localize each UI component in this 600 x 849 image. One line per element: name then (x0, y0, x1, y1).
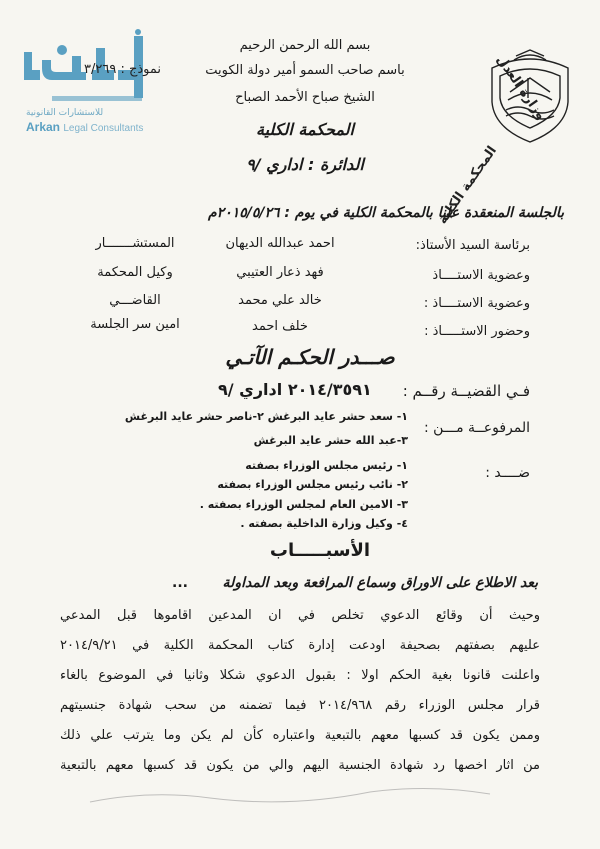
body-line: وممن يكون قد كسبها معهم بالتبعية واعتباره كأن لم يكن وما يترتب علي ذلك (60, 728, 540, 743)
plaintiff-line: ١- سعد حشر عايد البرغش ٢-ناصر حشر عايد البرغش (124, 410, 408, 423)
panel-role-4: امين سر الجلسة (90, 317, 180, 332)
panel-role-3: القاضـــي (109, 293, 161, 308)
reasons-title: الأسبـــــاب (269, 540, 371, 561)
arkan-logo (18, 28, 158, 148)
panel-role-1: المستشـــــــار (95, 236, 175, 251)
panel-label-2: وعضوية الاستــــاذ (432, 268, 530, 283)
case-number: ٢٠١٤/٣٥٩١ اداري /٩ (218, 380, 372, 399)
handwritten-mark-icon (50, 780, 550, 820)
basmala: بسم الله الرحمن الرحيم (239, 38, 371, 53)
ministry-of-justice-emblem-icon (435, 38, 590, 228)
defendants-label: ضــــد : (485, 465, 530, 481)
emblem-court-text: المحكمة الكلية (435, 143, 500, 228)
plaintiffs-label: المرفوعــة مـــن : (423, 420, 530, 436)
panel-name-2: فهد ذعار العتيبي (236, 265, 324, 280)
body-line: واعلنت قانونا بغية الحكم اولا : بقبول الدعوي شكلا وثانيا في الموضوع بالغاء (60, 668, 540, 683)
court-title: المحكمة الكلية (256, 120, 354, 139)
panel-label-3: وعضوية الاستــــاذ : (423, 296, 530, 311)
case-label: فـي القضيــة رقــم : (402, 382, 530, 400)
logo-suffix: Legal Consultants (63, 123, 144, 134)
body-line: وحيث أن وقائع الدعوي تخلص في ان المدعين اقاموها قبل المدعي (60, 608, 540, 623)
verdict-title: صـــدر الحكـم الآتـي (225, 345, 395, 369)
body-line: قرار مجلس الوزراء رقم ٢٠١٤/٩٦٨ فيما تضمنه من سحب شهادة جنسيتهم (60, 698, 540, 713)
panel-label-4: وحضور الاستـــــاذ : (424, 324, 530, 339)
panel-name-1: احمد عبدالله الديهان (225, 236, 335, 251)
panel-name-4: خلف احمد (252, 319, 308, 334)
header-line-3: الشيخ صباح الأحمد الصباح (235, 90, 375, 105)
circuit-title: الدائرة : اداري /٩ (246, 155, 364, 174)
emblem-ministry-text: وزارة العدل (492, 52, 549, 123)
defendant-line: ٣- الامين العام لمجلس الوزراء بصفته . (199, 498, 408, 511)
intro-line: بعد الاطلاع على الاوراق وسماع المرافعة وبعد المداولة (222, 575, 538, 591)
defendant-line: ١- رئيس مجلس الوزراء بصفته (245, 459, 408, 472)
header-line-2: باسم صاحب السمو أمير دولة الكويت (205, 63, 405, 78)
form-number: نموذج : ٣/٢٦٩ (84, 62, 161, 77)
body-line: عليهم بصفتهم بصحيفة اودعت إدارة كتاب المحكمة الكلية في ٢٠١٤/٩/٢١ (60, 638, 540, 653)
body-line: من اثار اخصها رد شهادة الجنسية اليهم والي من يكون قد كسبها معهم بالتبعية (60, 758, 540, 773)
session-line: بالجلسة المنعقدة علنا بالمحكمة الكلية في يوم : ٢٠١٥/٥/٢٦م (208, 205, 565, 221)
panel-label-1: برئاسة السيد الأستاذ: (415, 238, 530, 253)
panel-role-2: وكيل المحكمة (97, 265, 173, 280)
logo-english-name (26, 120, 143, 134)
intro-ellipsis: ... (172, 575, 188, 591)
logo-brand: Arkan (26, 120, 61, 134)
defendant-line: ٢- نائب رئيس مجلس الوزراء بصفته (217, 478, 408, 491)
plaintiff-line: ٣-عبد الله حشر عايد البرغش (253, 434, 408, 447)
logo-tagline: للاستشارات القانونية (26, 108, 104, 118)
panel-name-3: خالد علي محمد (238, 293, 322, 308)
defendant-line: ٤- وكيل وزارة الداخلية بصفته . (240, 517, 408, 530)
